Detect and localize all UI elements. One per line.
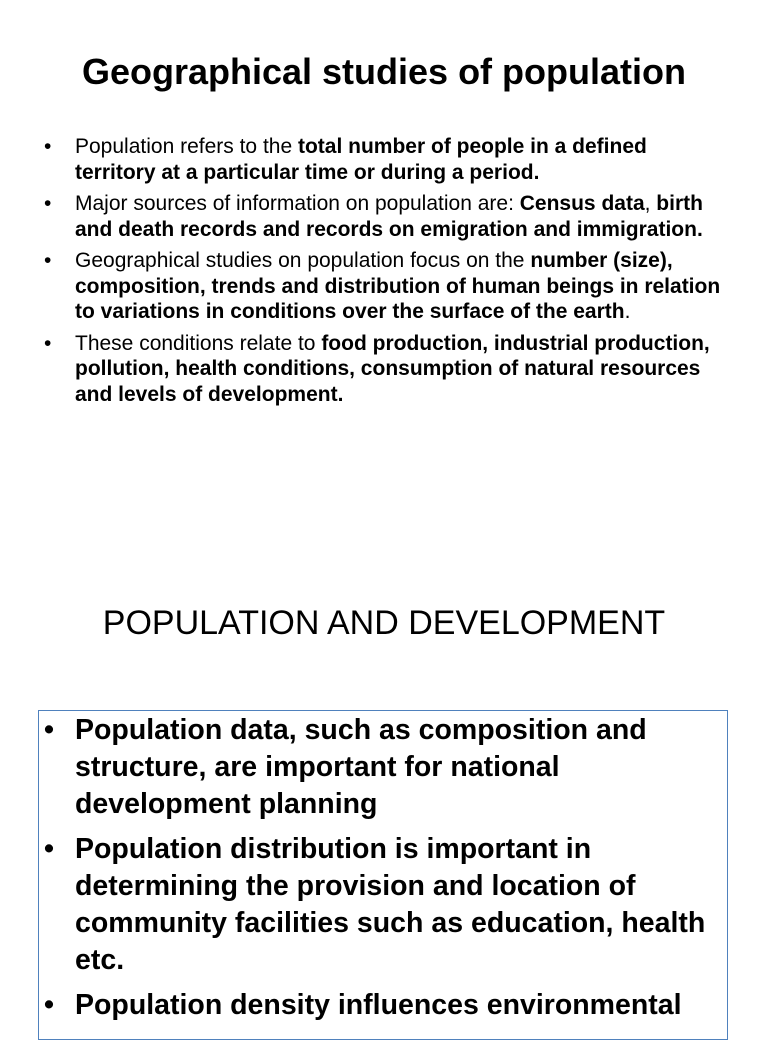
list-item bbox=[44, 134, 724, 185]
list-item bbox=[44, 987, 724, 1024]
item-text: Population density influences environmental bbox=[75, 989, 682, 1021]
item-bold-text: total number of people in a defined territory at a particular time or during a period. bbox=[75, 135, 647, 184]
item-text: , bbox=[644, 192, 657, 215]
item-text: Population data, such as composition and structure, are important for national development planning bbox=[75, 714, 647, 820]
list-item bbox=[44, 712, 724, 823]
bullet-icon: • bbox=[44, 714, 54, 746]
bullet-icon: • bbox=[44, 331, 52, 355]
item-bold-text: number (size), composition, trends and distribution of human beings in relation to variations in conditions over the surface of the earth bbox=[75, 249, 721, 323]
slide-title: POPULATION AND DEVELOPMENT bbox=[102, 604, 666, 642]
bullet-icon: • bbox=[44, 135, 52, 158]
item-text: These conditions relate to bbox=[75, 331, 322, 355]
bullet-icon: • bbox=[44, 833, 54, 865]
item-text: . bbox=[624, 300, 631, 323]
bullet-list bbox=[44, 134, 724, 413]
item-text: Major sources of information on population are: bbox=[75, 192, 520, 215]
slide-title: Geographical studies of population bbox=[81, 51, 687, 92]
item-bold-text: birth and death records and records on emigration and immigration. bbox=[75, 192, 703, 241]
bullet-icon: • bbox=[44, 249, 52, 272]
item-bold-text: Census data bbox=[519, 192, 645, 215]
bullet-list bbox=[44, 712, 724, 1032]
item-text: Population distribution is important in determining the provision and location of community facilities such as education, health etc. bbox=[75, 833, 706, 976]
slide-population-development bbox=[0, 560, 768, 1024]
list-item bbox=[44, 191, 724, 242]
list-item bbox=[44, 331, 724, 408]
item-text: Geographical studies on population focus on the bbox=[75, 249, 531, 272]
item-bold-text: food production, industrial production, pollution, health conditions, consumption of natural resources and levels of development. bbox=[75, 331, 710, 406]
bullet-icon: • bbox=[44, 192, 52, 215]
list-item bbox=[44, 248, 724, 325]
list-item bbox=[44, 831, 724, 979]
item-text: Population refers to the bbox=[75, 135, 298, 158]
bullet-icon: • bbox=[44, 989, 54, 1021]
